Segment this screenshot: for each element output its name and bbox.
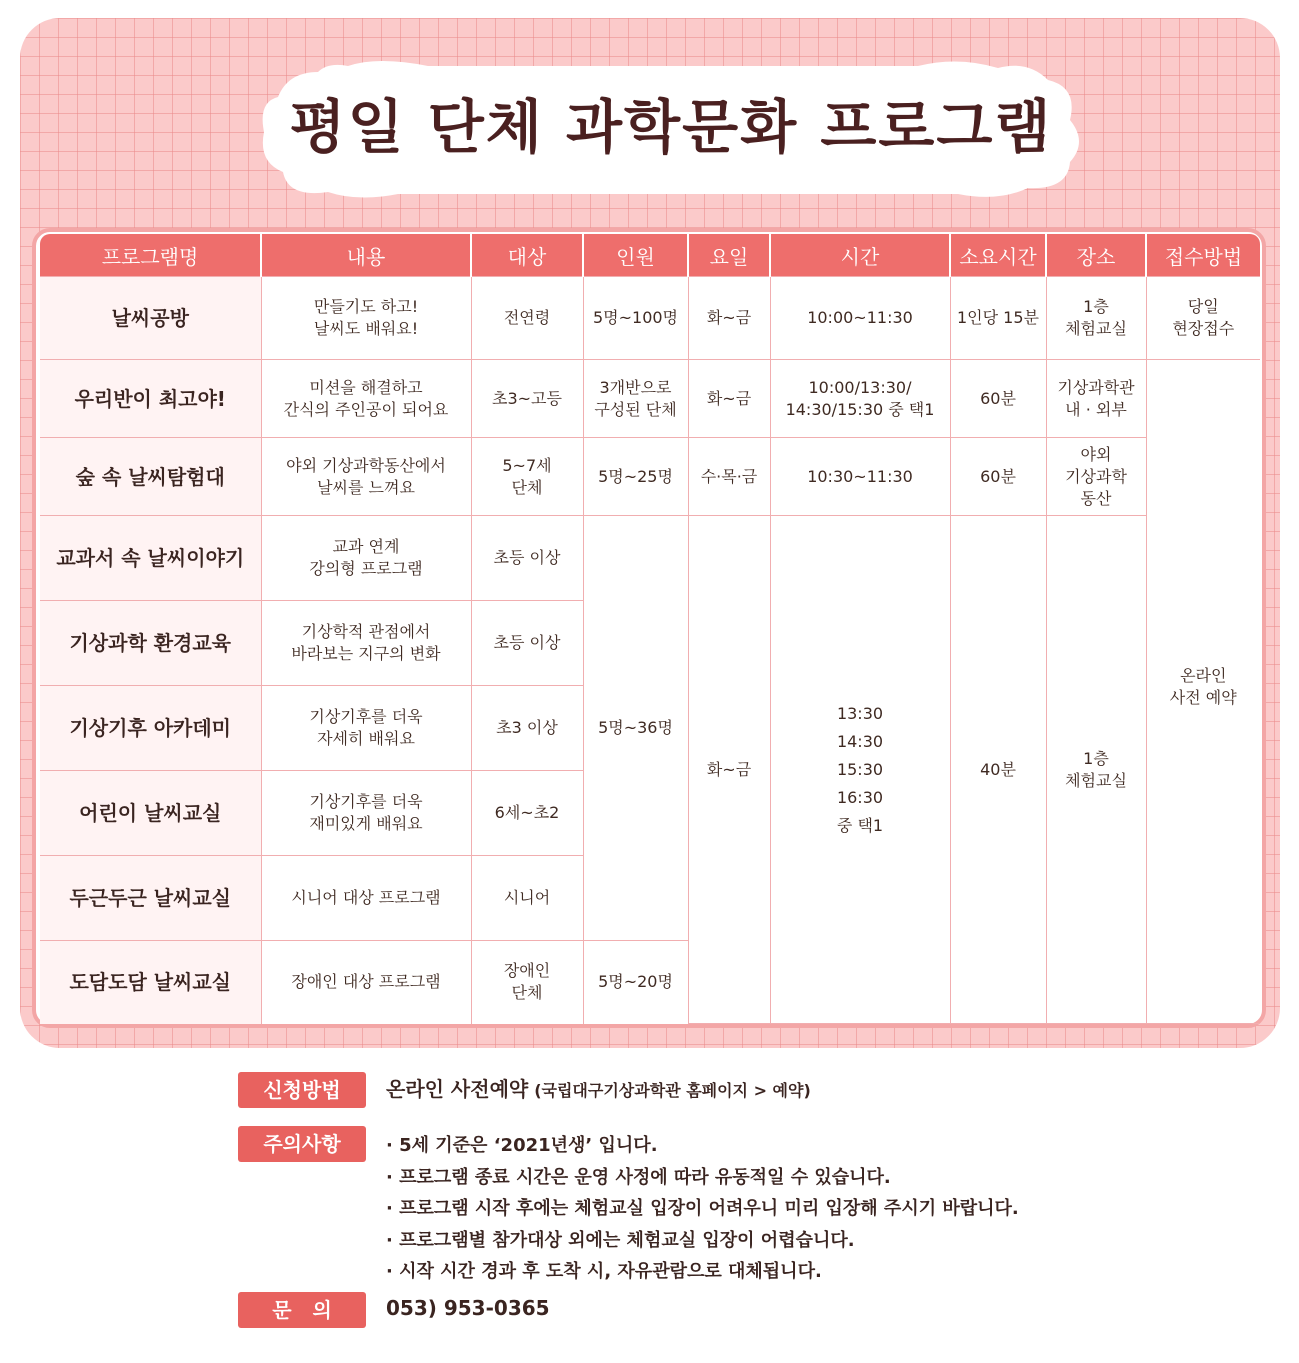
content-cell: 시니어 대상 프로그램 — [261, 856, 471, 941]
program-name-cell: 어린이 날씨교실 — [40, 771, 261, 856]
content-cell: 교과 연계 강의형 프로그램 — [261, 516, 471, 601]
header-target: 대상 — [471, 234, 583, 277]
duration-cell-merged: 40분 — [950, 516, 1046, 1024]
content-cell: 기상기후를 더욱 자세히 배워요 — [261, 686, 471, 771]
program-name-cell: 우리반이 최고야! — [40, 360, 261, 438]
place-cell-merged: 1층 체험교실 — [1046, 516, 1146, 1024]
notice-list — [386, 1130, 1019, 1288]
people-cell: 5명~25명 — [583, 438, 688, 516]
header-place: 장소 — [1046, 234, 1146, 277]
notice-badge: 주의사항 — [238, 1126, 366, 1162]
target-cell: 장애인 단체 — [471, 941, 583, 1024]
list-item: · 프로그램 종료 시간은 운영 사정에 따라 유동적일 수 있습니다. — [386, 1166, 891, 1188]
target-cell: 6세~초2 — [471, 771, 583, 856]
program-table — [40, 234, 1260, 1024]
table-row — [40, 438, 1260, 516]
table-header-row — [40, 234, 1260, 277]
time-cell: 10:00/13:30/ 14:30/15:30 중 택1 — [770, 360, 950, 438]
content-cell: 야외 기상과학동산에서 날씨를 느껴요 — [261, 438, 471, 516]
people-cell: 5명~100명 — [583, 277, 688, 360]
list-item: · 5세 기준은 ‘2021년생’ 입니다. — [386, 1135, 658, 1156]
header-duration: 소요시간 — [950, 234, 1046, 277]
apply-method-main: 온라인 사전예약 — [386, 1077, 529, 1101]
header-day: 요일 — [688, 234, 770, 277]
list-item: · 프로그램 시작 후에는 체험교실 입장이 어려우니 미리 입장해 주시기 바랍니다. — [386, 1198, 1019, 1219]
method-cell-online: 온라인 사전 예약 — [1146, 360, 1260, 1024]
place-cell: 1층 체험교실 — [1046, 277, 1146, 360]
header-content: 내용 — [261, 234, 471, 277]
target-cell: 초등 이상 — [471, 601, 583, 686]
day-cell-merged: 화~금 — [688, 516, 770, 1024]
target-cell: 시니어 — [471, 856, 583, 941]
table-row — [40, 277, 1260, 360]
duration-cell: 60분 — [950, 360, 1046, 438]
duration-cell: 60분 — [950, 438, 1046, 516]
day-cell: 화~금 — [688, 360, 770, 438]
day-cell: 수·목·금 — [688, 438, 770, 516]
apply-method-sub: (국립대구기상과학관 홈페이지 > 예약) — [534, 1081, 811, 1100]
place-cell: 기상과학관 내 · 외부 — [1046, 360, 1146, 438]
place-cell: 야외 기상과학 동산 — [1046, 438, 1146, 516]
content-cell: 기상기후를 더욱 재미있게 배워요 — [261, 771, 471, 856]
table-row — [40, 516, 1260, 601]
contact-phone: 053) 953-0365 — [386, 1296, 550, 1320]
content-cell: 만들기도 하고! 날씨도 배워요! — [261, 277, 471, 360]
program-name-cell: 두근두근 날씨교실 — [40, 856, 261, 941]
header-people: 인원 — [583, 234, 688, 277]
time-cell-merged: 13:30 14:30 15:30 16:30 중 택1 — [770, 516, 950, 1024]
duration-cell: 1인당 15분 — [950, 277, 1046, 360]
target-cell: 초3 이상 — [471, 686, 583, 771]
program-name-cell: 기상과학 환경교육 — [40, 601, 261, 686]
people-cell: 3개반으로 구성된 단체 — [583, 360, 688, 438]
method-cell: 당일 현장접수 — [1146, 277, 1260, 360]
program-name-cell: 교과서 속 날씨이야기 — [40, 516, 261, 601]
apply-method-badge: 신청방법 — [238, 1072, 366, 1108]
apply-method-text — [386, 1073, 811, 1102]
header-program-name: 프로그램명 — [40, 234, 261, 277]
target-cell: 초등 이상 — [471, 516, 583, 601]
content-cell: 미션을 해결하고 간식의 주인공이 되어요 — [261, 360, 471, 438]
target-cell: 전연령 — [471, 277, 583, 360]
people-cell-merged: 5명~36명 — [583, 516, 688, 941]
program-name-cell: 도담도담 날씨교실 — [40, 941, 261, 1024]
contact-badge: 문 의 — [238, 1292, 366, 1328]
time-cell: 10:00~11:30 — [770, 277, 950, 360]
list-item: · 시작 시간 경과 후 도착 시, 자유관람으로 대체됩니다. — [386, 1261, 822, 1282]
program-name-cell: 기상기후 아카데미 — [40, 686, 261, 771]
target-cell: 5~7세 단체 — [471, 438, 583, 516]
program-name-cell: 날씨공방 — [40, 277, 261, 360]
people-cell: 5명~20명 — [583, 941, 688, 1024]
list-item: · 프로그램별 참가대상 외에는 체험교실 입장이 어렵습니다. — [386, 1229, 855, 1251]
target-cell: 초3~고등 — [471, 360, 583, 438]
content-cell: 장애인 대상 프로그램 — [261, 941, 471, 1024]
header-method: 접수방법 — [1146, 234, 1260, 277]
day-cell: 화~금 — [688, 277, 770, 360]
table-row — [40, 360, 1260, 438]
program-name-cell: 숲 속 날씨탐험대 — [40, 438, 261, 516]
time-cell: 10:30~11:30 — [770, 438, 950, 516]
header-time: 시간 — [770, 234, 950, 277]
page-title: 평일 단체 과학문화 프로그램 — [289, 93, 1053, 161]
content-cell: 기상학적 관점에서 바라보는 지구의 변화 — [261, 601, 471, 686]
